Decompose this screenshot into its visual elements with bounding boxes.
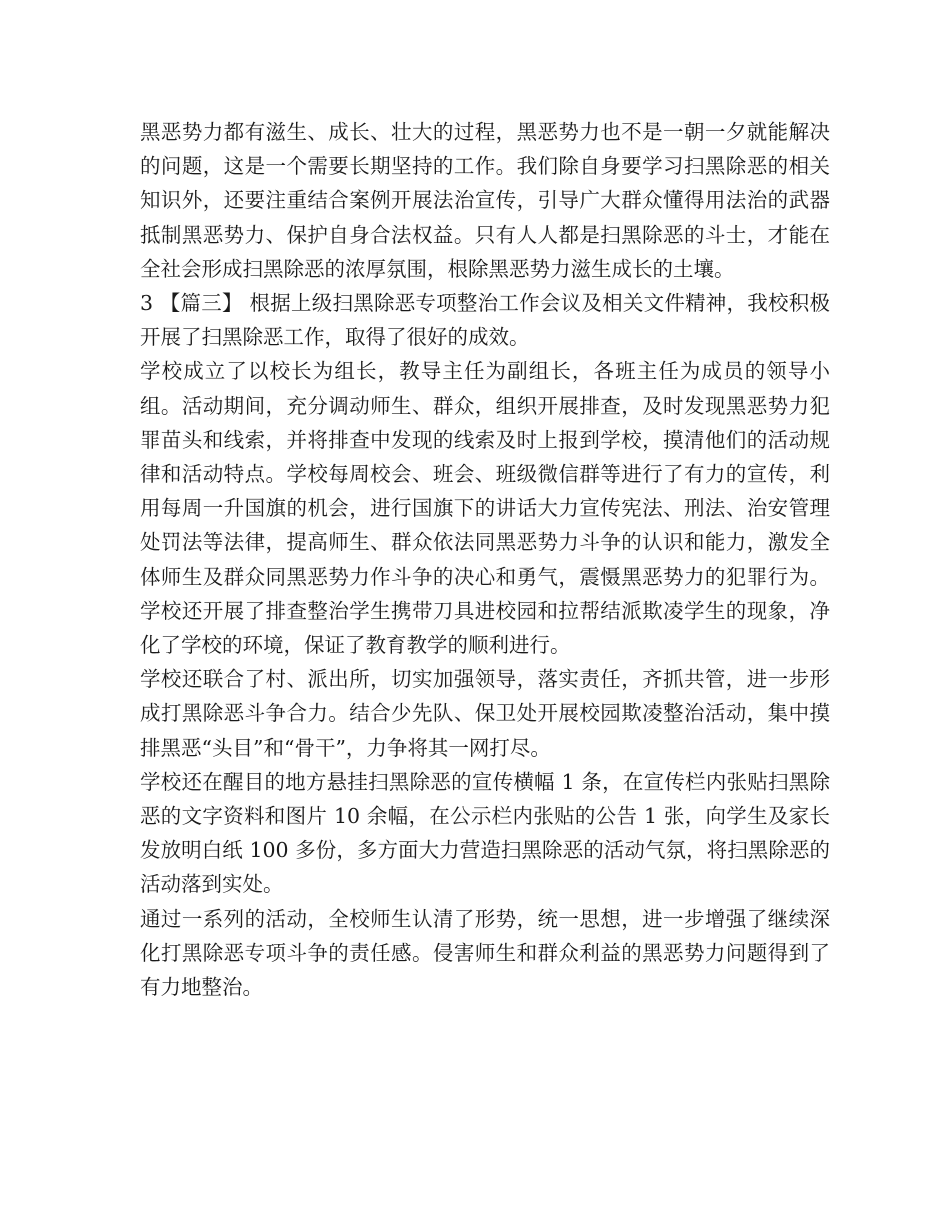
paragraph-4: 学校还联合了村、派出所，切实加强领导，落实责任，齐抓共管，进一步形成打黑除恶斗争合力。结合少先队、保卫处开展校园欺凌整治活动，集中摸排黑恶“头目”和“骨干”，力争将其一网打尽。: [140, 667, 830, 760]
paragraph-1: 黑恶势力都有滋生、成长、壮大的过程，黑恶势力也不是一朝一夕就能解决的问题，这是一个需要长期坚持的工作。我们除自身要学习扫黑除恶的相关知识外，还要注重结合案例开展法治宣传，引导广大群众懂得用法治的武器抵制黑恶势力、保护自身合法权益。只有人人都是扫黑除恶的斗士，才能在全社会形成扫黑除恶的浓厚氛围，根除黑恶势力滋生成长的土壤。: [140, 120, 830, 281]
paragraph-2: 3 【篇三】 根据上级扫黑除恶专项整治工作会议及相关文件精神，我校积极开展了扫黑除恶工作，取得了很好的成效。: [140, 291, 830, 350]
paragraph-6: 通过一系列的活动，全校师生认清了形势，统一思想，进一步增强了继续深化打黑除恶专项斗争的责任感。侵害师生和群众利益的黑恶势力问题得到了有力地整治。: [140, 906, 830, 1000]
document-body: [140, 115, 830, 1004]
paragraph-3: 学校成立了以校长为组长，教导主任为副组长，各班主任为成员的领导小组。活动期间，充分调动师生、群众，组织开展排查，及时发现黑恶势力犯罪苗头和线索，并将排查中发现的线索及时上报到学校，摸清他们的活动规律和活动特点。学校每周校会、班会、班级微信群等进行了有力的宣传，利用每周一升国旗的机会，进行国旗下的讲话大力宣传宪法、刑法、治安管理处罚法等法律，提高师生、群众依法同黑恶势力斗争的认识和能力，激发全体师生及群众同黑恶势力作斗争的决心和勇气，震慑黑恶势力的犯罪行为。学校还开展了排查整治学生携带刀具进校园和拉帮结派欺凌学生的现象，净化了学校的环境，保证了教育教学的顺利进行。: [140, 359, 830, 658]
paragraph-5: 学校还在醒目的地方悬挂扫黑除恶的宣传横幅 1 条，在宣传栏内张贴扫黑除恶的文字资料和图片 10 余幅，在公示栏内张贴的公告 1 张，向学生及家长发放明白纸 100 多份，多方面大力营造扫黑除恶的活动气氛，将扫黑除恶的活动落到实处。: [140, 769, 830, 897]
